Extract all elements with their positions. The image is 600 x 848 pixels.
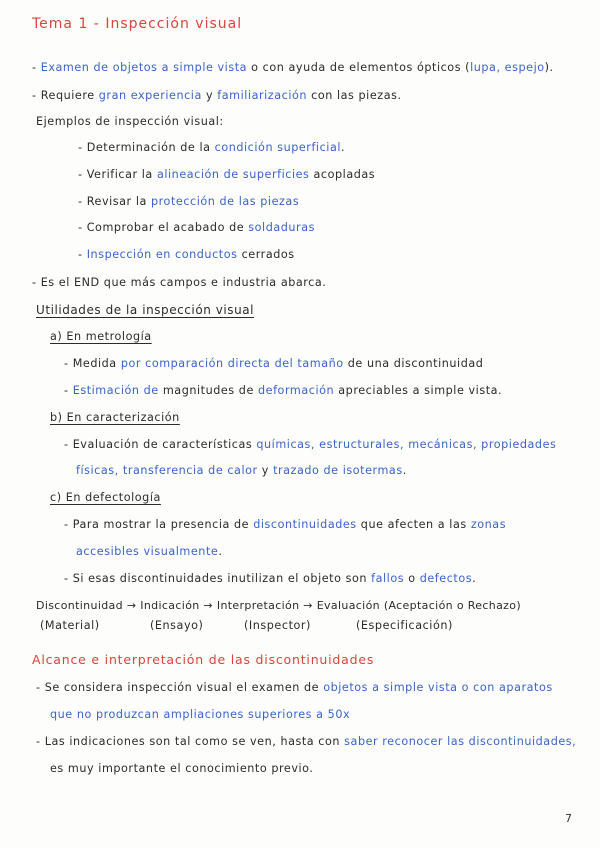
intro-line-1 [32,60,554,76]
scope-line [36,734,576,750]
highlight: fallos [371,572,405,585]
characterization-line [64,437,556,453]
text: - Para mostrar la presencia de [64,518,254,531]
defectology-line [76,544,222,560]
text: . [402,464,407,477]
text: - Revisar la [78,195,151,208]
flow-label-material: (Material) [40,619,100,632]
metrology-line [64,356,483,372]
highlight: Examen de objetos a simple vista [40,61,248,74]
defectology-line [64,571,476,587]
scope-line [50,707,350,723]
text: - Requiere [32,89,99,102]
subsection-c-label: c) En defectología [50,491,161,504]
highlight: lupa, espejo [470,61,545,74]
text: de una discontinuidad [343,357,484,370]
text: - Evaluación de características [64,438,257,451]
scope-line [50,761,313,777]
highlight: deformación [257,384,335,397]
text: - Las indicaciones son tal como se ven, hasta con [36,735,345,748]
text: ). [544,61,554,74]
example-item [78,140,345,156]
highlight: protección de las piezas [151,195,300,208]
text: - Determinación de la [78,141,215,154]
text: . [218,545,223,558]
text: - Si esas discontinuidades inutilizan el objeto son [64,572,372,585]
text: - [78,248,87,261]
flow-chain: Discontinuidad → Indicación → Interpretación → Evaluación (Aceptación o Rechazo) [36,599,522,612]
highlight: que no produzcan ampliaciones superiores a 50x [50,708,351,721]
highlight: físicas, transferencia de calor [76,464,258,477]
flow-label-especificacion: (Especificación) [356,619,453,632]
text: . [472,572,477,585]
text: o [404,572,420,585]
highlight: objetos a simple vista o con aparatos [323,681,553,694]
text: - [64,384,73,397]
text: que afecten a las [356,518,471,531]
text: con las piezas. [307,89,402,102]
metrology-line [64,383,502,399]
highlight: Estimación de [72,384,159,397]
page-number: 7 [565,812,572,825]
highlight: accesibles visualmente [76,545,219,558]
subsection-b-label: b) En caracterización [50,411,180,424]
highlight: soldaduras [248,221,315,234]
section-heading-utilities: Utilidades de la inspección visual [36,303,255,317]
subsection-a-label: a) En metrología [50,330,152,343]
highlight: Inspección en conductos [86,248,238,261]
highlight: por comparación directa del tamaño [120,357,344,370]
characterization-line [76,463,407,479]
text: y [201,89,218,102]
text: apreciables a simple vista. [334,384,503,397]
text: - [32,61,41,74]
text: cerrados [237,248,295,261]
text: . [341,141,346,154]
highlight: condición superficial [214,141,342,154]
section-heading-scope: Alcance e interpretación de las discontinuidades [32,652,375,667]
highlight: saber reconocer las discontinuidades, [344,735,577,748]
highlight: familiarización [217,89,308,102]
example-item [78,220,315,236]
examples-heading: Ejemplos de inspección visual: [36,115,224,128]
page-title: Tema 1 - Inspección visual [32,16,243,32]
highlight: discontinuidades [253,518,357,531]
defectology-line [64,517,506,533]
text: - Comprobar el acabado de [78,221,249,234]
text: acopladas [309,168,376,181]
text: es muy importante el conocimiento previo. [50,762,314,775]
text: o con ayuda de elementos ópticos ( [247,61,471,74]
highlight: zonas [470,518,507,531]
highlight: químicas, estructurales, mecánicas, propiedades [256,438,557,451]
example-item [78,247,295,263]
highlight: trazado de isotermas [273,464,403,477]
example-item [78,194,299,210]
highlight: alineación de superficies [156,168,310,181]
example-item [78,167,375,183]
highlight: gran experiencia [98,89,202,102]
text: magnitudes de [158,384,258,397]
text: - Verificar la [78,168,157,181]
text: y [257,464,274,477]
scope-line [36,680,553,696]
intro-line-2 [32,88,402,104]
flow-label-ensayo: (Ensayo) [150,619,204,632]
text: - Se considera inspección visual el examen de [36,681,324,694]
highlight: defectos [419,572,473,585]
flow-label-inspector: (Inspector) [244,619,311,632]
text: - Medida [64,357,121,370]
end-line: - Es el END que más campos e industria abarca. [32,276,327,289]
